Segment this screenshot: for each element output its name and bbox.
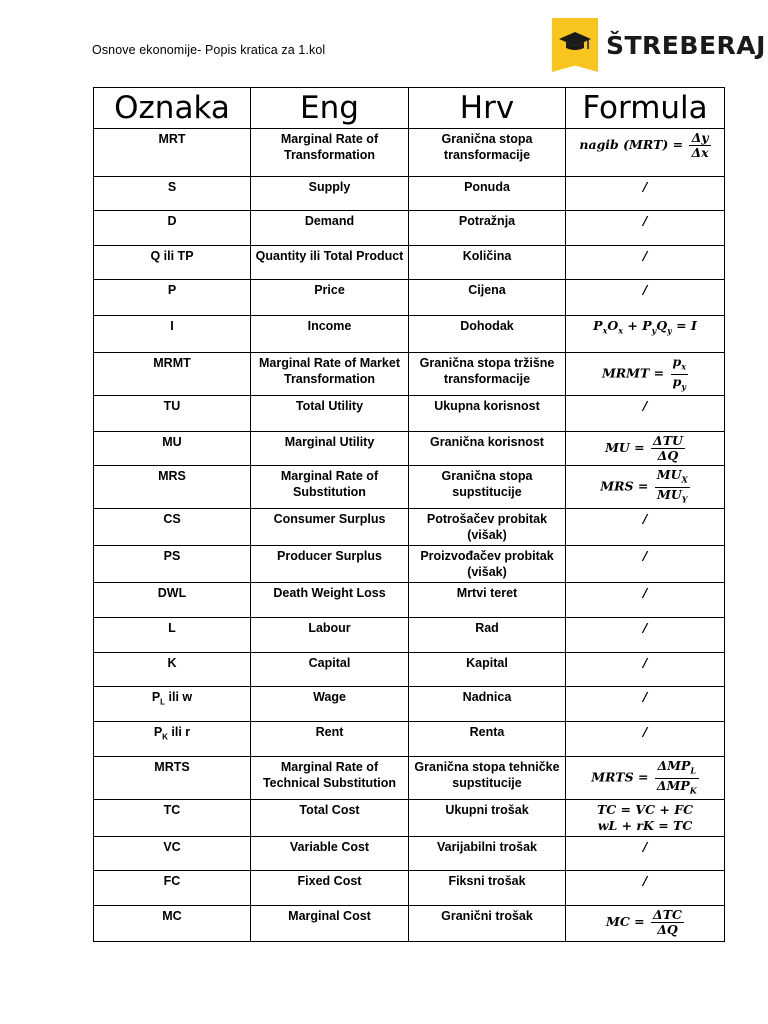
hrv-cell: Potražnja — [409, 211, 566, 246]
table-row — [94, 722, 725, 757]
hrv-cell: Granična stopa tržišne transformacije — [409, 353, 566, 396]
formula-symbol: O — [607, 318, 619, 333]
formula-cell: / — [566, 618, 725, 653]
formula-numerator: $p_x$ — [671, 355, 689, 375]
hrv-cell: Potrošačev probitak (višak) — [409, 509, 566, 546]
column-header-eng: Eng — [251, 88, 409, 129]
formula-lhs: MRTS = — [591, 769, 649, 785]
formula-cell: / — [566, 177, 725, 211]
formula-numerator: ΔTU — [653, 433, 683, 448]
eng-cell: Variable Cost — [251, 837, 409, 871]
formula-sub: x — [618, 325, 624, 336]
formula-operator: + — [623, 318, 643, 333]
abbr-cell: K — [94, 653, 251, 687]
abbr-cell: D — [94, 211, 251, 246]
hrv-cell: Granična stopa supstitucije — [409, 466, 566, 509]
table-row — [94, 583, 725, 618]
formula-cell: / — [566, 837, 725, 871]
abbr-cell: MRT — [94, 129, 251, 177]
eng-cell: Price — [251, 280, 409, 316]
table-row — [94, 466, 725, 509]
formula-numerator: $MU_X$ — [655, 468, 690, 488]
abbr-cell: L — [94, 618, 251, 653]
formula-denominator: ΔQ — [657, 922, 678, 937]
eng-cell: Fixed Cost — [251, 871, 409, 906]
document-title: Osnove ekonomije- Popis kratica za 1.kol — [92, 43, 326, 57]
abbr-cell: $P_K$ ili r — [94, 722, 251, 757]
formula-operator: = I — [671, 318, 697, 333]
eng-cell: Marginal Rate of Technical Substitution — [251, 757, 409, 800]
formula-cell: / — [566, 871, 725, 906]
table-row — [94, 432, 725, 466]
hrv-cell: Ukupna korisnost — [409, 396, 566, 432]
hrv-cell: Proizvođačev probitak (višak) — [409, 546, 566, 583]
hrv-cell: Granična stopa tehničke supstitucije — [409, 757, 566, 800]
formula-cell — [566, 757, 725, 800]
column-header-oznaka: Oznaka — [94, 88, 251, 129]
abbreviations-table — [93, 87, 725, 942]
column-header-formula: Formula — [566, 88, 725, 129]
abbr-cell: Q ili TP — [94, 246, 251, 280]
hrv-cell: Rad — [409, 618, 566, 653]
eng-cell: Marginal Rate of Substitution — [251, 466, 409, 509]
formula-cell — [566, 129, 725, 177]
table-row — [94, 316, 725, 353]
table-row — [94, 509, 725, 546]
formula-symbol: P — [642, 318, 652, 333]
eng-cell: Total Cost — [251, 800, 409, 837]
table-row — [94, 618, 725, 653]
hrv-cell: Količina — [409, 246, 566, 280]
formula-lhs: nagib (MRT) = — [579, 137, 684, 152]
formula-cell: / — [566, 246, 725, 280]
eng-cell: Rent — [251, 722, 409, 757]
table-row — [94, 129, 725, 177]
formula-denominator: $p_y$ — [672, 373, 686, 391]
eng-cell: Income — [251, 316, 409, 353]
hrv-cell: Nadnica — [409, 687, 566, 722]
eng-cell: Marginal Utility — [251, 432, 409, 466]
formula-denominator: $MU_Y$ — [656, 486, 688, 504]
formula-lhs: MC = — [606, 914, 645, 929]
abbr-cell: CS — [94, 509, 251, 546]
formula-cell: / — [566, 509, 725, 546]
logo-flag — [552, 18, 598, 72]
formula-cell: / — [566, 653, 725, 687]
abbr-cell: TU — [94, 396, 251, 432]
hrv-cell: Granična korisnost — [409, 432, 566, 466]
formula-sub: y — [667, 325, 672, 336]
eng-cell: Marginal Cost — [251, 906, 409, 942]
table-row — [94, 280, 725, 316]
formula-lhs: MRMT = — [601, 365, 665, 381]
eng-cell: Total Utility — [251, 396, 409, 432]
formula-lhs: MRS = — [600, 478, 649, 494]
formula-numerator: $\Delta MP_L$ — [655, 759, 699, 779]
eng-cell: Demand — [251, 211, 409, 246]
table-row — [94, 757, 725, 800]
formula-sub: y — [651, 325, 657, 336]
logo-text: ŠTREBERAJ — [606, 30, 766, 60]
table-row — [94, 211, 725, 246]
hrv-cell: Fiksni trošak — [409, 871, 566, 906]
abbr-cell: FC — [94, 871, 251, 906]
abbr-cell: VC — [94, 837, 251, 871]
formula-cell: / — [566, 583, 725, 618]
hrv-cell: Mrtvi teret — [409, 583, 566, 618]
formula-symbol: Q — [656, 318, 668, 333]
eng-cell: Supply — [251, 177, 409, 211]
formula-cell: / — [566, 687, 725, 722]
formula-line: TC = VC + FC — [596, 802, 694, 817]
formula-cell: / — [566, 280, 725, 316]
formula-cell: / — [566, 546, 725, 583]
formula-lhs: MU = — [605, 440, 645, 455]
table-row — [94, 177, 725, 211]
formula-cell — [566, 906, 725, 942]
formula-symbol: P — [593, 318, 603, 333]
graduation-cap-icon — [557, 30, 593, 52]
abbr-cell: MRS — [94, 466, 251, 509]
hrv-cell: Cijena — [409, 280, 566, 316]
table-row — [94, 396, 725, 432]
eng-cell: Producer Surplus — [251, 546, 409, 583]
hrv-cell: Varijabilni trošak — [409, 837, 566, 871]
formula-cell — [566, 353, 725, 396]
formula-sub: x — [602, 325, 608, 336]
formula-line: wL + rK = TC — [597, 818, 693, 833]
abbr-cell: PS — [94, 546, 251, 583]
table-row — [94, 906, 725, 942]
formula-cell: / — [566, 722, 725, 757]
abbr-cell: DWL — [94, 583, 251, 618]
table-header-row — [94, 88, 725, 129]
hrv-cell: Granični trošak — [409, 906, 566, 942]
abbr-cell: P — [94, 280, 251, 316]
abbr-cell: MU — [94, 432, 251, 466]
eng-cell: Quantity ili Total Product — [251, 246, 409, 280]
formula-cell — [566, 316, 725, 353]
table-row — [94, 687, 725, 722]
abbr-cell: TC — [94, 800, 251, 837]
hrv-cell: Renta — [409, 722, 566, 757]
eng-cell: Death Weight Loss — [251, 583, 409, 618]
hrv-cell: Ponuda — [409, 177, 566, 211]
abbr-cell: S — [94, 177, 251, 211]
eng-cell: Capital — [251, 653, 409, 687]
formula-denominator: Δx — [691, 145, 709, 160]
eng-cell: Consumer Surplus — [251, 509, 409, 546]
table-row — [94, 353, 725, 396]
abbr-cell: I — [94, 316, 251, 353]
abbr-cell: MC — [94, 906, 251, 942]
eng-cell: Marginal Rate of Market Transformation — [251, 353, 409, 396]
hrv-cell: Granična stopa transformacije — [409, 129, 566, 177]
formula-cell: / — [566, 211, 725, 246]
table-row — [94, 871, 725, 906]
formula-cell: / — [566, 396, 725, 432]
table-row — [94, 546, 725, 583]
table-row — [94, 837, 725, 871]
abbr-cell: MRMT — [94, 353, 251, 396]
hrv-cell: Ukupni trošak — [409, 800, 566, 837]
abbr-cell: $P_L$ ili w — [94, 687, 251, 722]
abbr-cell: MRTS — [94, 757, 251, 800]
formula-denominator: ΔQ — [657, 448, 679, 463]
table-row — [94, 653, 725, 687]
column-header-hrv: Hrv — [409, 88, 566, 129]
formula-cell — [566, 800, 725, 837]
formula-denominator: $\Delta MP_K$ — [656, 777, 697, 795]
formula-numerator: Δy — [689, 131, 710, 146]
table-row — [94, 800, 725, 837]
hrv-cell: Kapital — [409, 653, 566, 687]
formula-cell — [566, 432, 725, 466]
formula-numerator: ΔTC — [653, 907, 682, 922]
eng-cell: Wage — [251, 687, 409, 722]
eng-cell: Labour — [251, 618, 409, 653]
table-row — [94, 246, 725, 280]
hrv-cell: Dohodak — [409, 316, 566, 353]
formula-cell — [566, 466, 725, 509]
streberaj-logo — [552, 18, 766, 72]
eng-cell: Marginal Rate of Transformation — [251, 129, 409, 177]
